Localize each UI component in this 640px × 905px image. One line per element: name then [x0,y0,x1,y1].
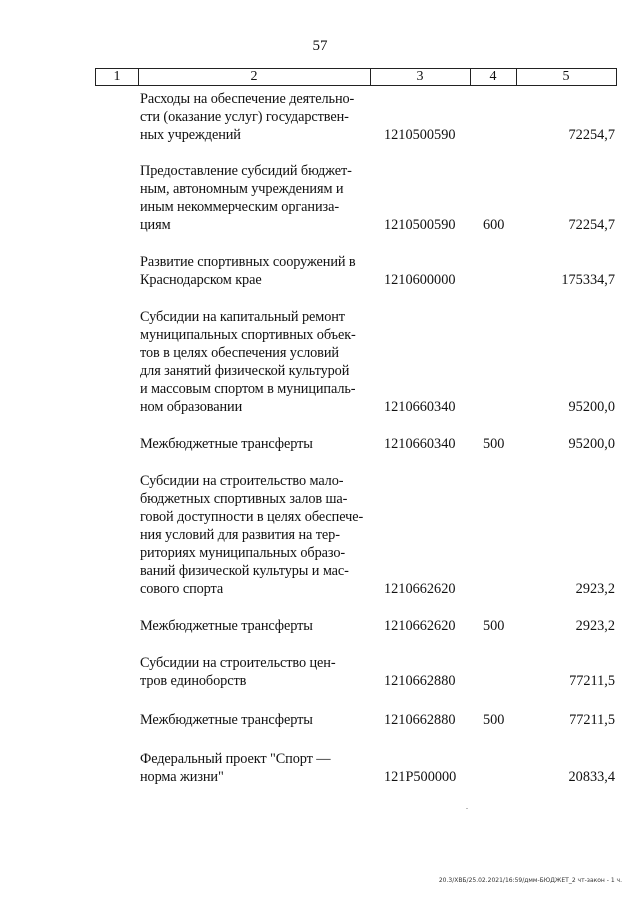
document-footer-stamp: 20.3/ХВБ/25.02.2021/16:59/дмм-БЮДЖЕТ_2 чт-закон - 1 ч. [438,877,622,884]
row-description [140,617,371,635]
description-line: для занятий физической культурой [140,363,350,379]
row-sum: 95200,0 [568,436,615,452]
row-code: 1210662620 [384,618,456,634]
row-description [140,654,371,690]
row-description [140,253,371,289]
description-line: иным некоммерческим организа- [140,199,339,215]
description-line: муниципальных спортивных объек- [140,327,356,343]
row-sum: 20833,4 [568,769,615,785]
row-description [140,90,371,144]
row-code: 1210660340 [384,399,456,415]
description-line: ном образовании [140,399,243,415]
row-expense-type: 500 [483,712,505,728]
description-line: Субсидии на капитальный ремонт [140,309,345,325]
row-description [140,162,371,234]
description-line: циям [140,217,171,233]
row-description [140,750,371,786]
description-line: ваний физической культуры и мас- [140,563,349,579]
description-line: сового спорта [140,581,224,597]
scan-speck [466,808,468,809]
description-line: Предоставление субсидий бюджет- [140,163,352,179]
header-col-4: 4 [489,69,497,84]
description-line: Краснодарском крае [140,272,262,288]
description-line: сти (оказание услуг) государствен- [140,109,349,125]
row-sum: 72254,7 [568,127,615,143]
row-code: 1210660340 [384,436,456,452]
row-sum: 2923,2 [575,618,615,634]
description-line: Межбюджетные трансферты [140,618,313,634]
table-header [95,68,617,86]
row-code: 1210500590 [384,127,456,143]
row-sum: 175334,7 [561,272,615,288]
description-line: норма жизни" [140,769,224,785]
row-description [140,435,371,453]
row-code: 1210662880 [384,712,456,728]
header-col-5: 5 [562,69,570,84]
row-code: 1210662880 [384,673,456,689]
description-line: Расходы на обеспечение деятельно- [140,91,355,107]
row-sum: 2923,2 [575,581,615,597]
description-line: ным, автономным учреждениям и [140,181,344,197]
row-sum: 95200,0 [568,399,615,415]
description-line: Субсидии на строительство цен- [140,655,336,671]
description-line: ных учреждений [140,127,241,143]
description-line: Межбюджетные трансферты [140,712,313,728]
description-line: Субсидии на строительство мало- [140,473,344,489]
description-line: и массовым спортом в муниципаль- [140,381,356,397]
row-expense-type: 500 [483,618,505,634]
description-line: риториях муниципальных образо- [140,545,346,561]
row-code: 121P500000 [384,769,457,785]
row-code: 1210600000 [384,272,456,288]
row-expense-type: 500 [483,436,505,452]
header-col-2: 2 [250,69,258,84]
description-line: Федеральный проект "Спорт — [140,751,331,767]
header-col-1: 1 [113,69,121,84]
row-description [140,711,371,729]
row-description [140,308,371,416]
row-sum: 77211,5 [569,712,615,728]
description-line: говой доступности в целях обеспече- [140,509,364,525]
description-line: бюджетных спортивных залов ша- [140,491,348,507]
page-number: 57 [312,38,328,54]
description-line: Межбюджетные трансферты [140,436,313,452]
description-line: тов в целях обеспечения условий [140,345,339,361]
row-description [140,472,371,598]
header-col-3: 3 [416,69,424,84]
row-code: 1210500590 [384,217,456,233]
description-line: ния условий для развития на тер- [140,527,340,543]
row-sum: 77211,5 [569,673,615,689]
row-expense-type: 600 [483,217,505,233]
row-code: 1210662620 [384,581,456,597]
description-line: Развитие спортивных сооружений в [140,254,356,270]
row-sum: 72254,7 [568,217,615,233]
description-line: тров единоборств [140,673,247,689]
